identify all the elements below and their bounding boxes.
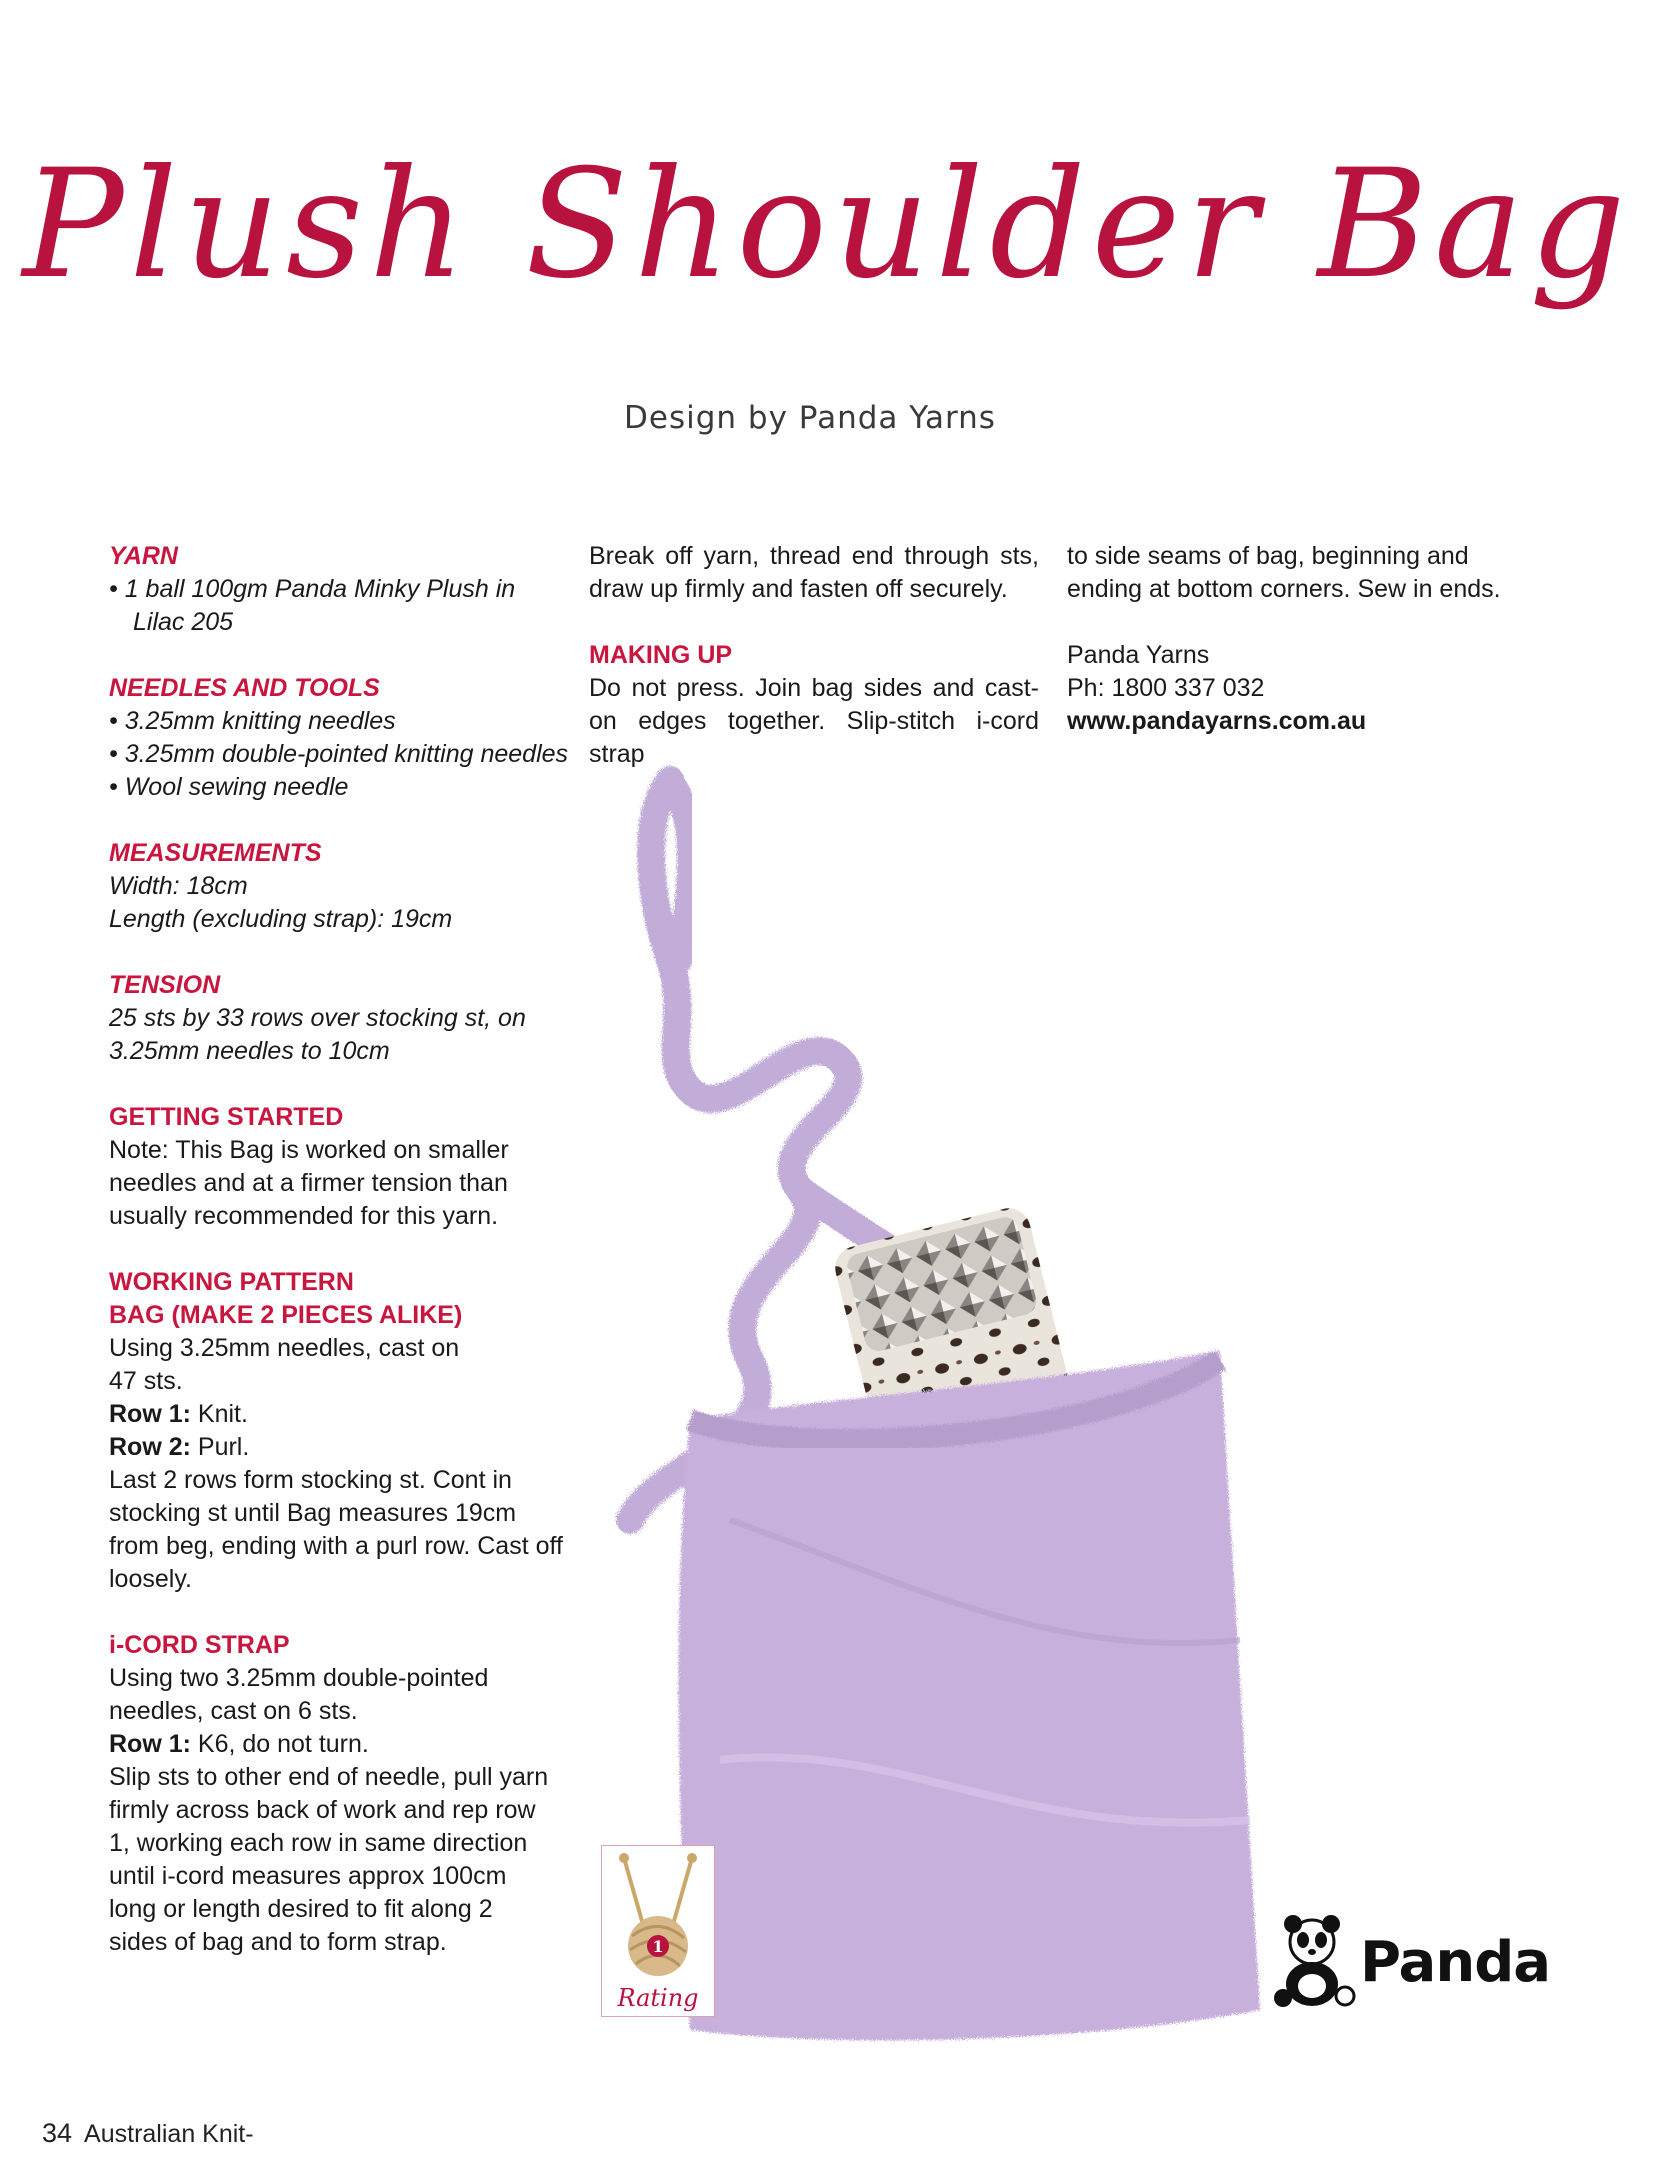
panda-logo	[1265, 1910, 1551, 2010]
finish-text: Break off yarn, thread end through sts, draw up firmly and fasten off securely.	[589, 542, 1039, 603]
tension-heading: TENSION	[109, 971, 221, 999]
needles-item: • 3.25mm double-pointed knitting needles	[109, 740, 569, 768]
byline: Design by Panda Yarns	[624, 400, 996, 436]
contact-name: Panda Yarns	[1067, 641, 1210, 669]
contact-phone: Ph: 1800 337 032	[1067, 674, 1265, 702]
page-number: 34	[42, 2118, 73, 2148]
rating-number: 1	[652, 1937, 664, 1956]
yarn-item: • 1 ball 100gm Panda Minky Plush in Lilac 205	[109, 575, 516, 636]
bag-intro: Using 3.25mm needles, cast on	[109, 1334, 460, 1362]
icord-intro: Using two 3.25mm double-pointed needles, cast on 6 sts.	[109, 1664, 489, 1725]
getting-started-heading: GETTING STARTED	[109, 1103, 344, 1131]
making-up-text: Do not press. Join bag sides and cast-on edges together. Slip-stitch i-cord strap	[589, 674, 1039, 768]
column-left	[109, 540, 569, 1959]
bag-row-1: Row 1: Knit.	[109, 1400, 248, 1428]
bag-instructions: Last 2 rows form stocking st. Cont in stocking st until Bag measures 19cm from beg, ending with a purl row. Cast off loosely.	[109, 1466, 563, 1593]
rating-label: Rating	[617, 1984, 699, 2012]
icord-row-1: Row 1: K6, do not turn.	[109, 1730, 369, 1758]
measurement-width: Width: 18cm	[109, 872, 248, 900]
difficulty-rating-badge	[601, 1845, 715, 2017]
measurements-heading: MEASUREMENTS	[109, 839, 322, 867]
yarn-heading: YARN	[109, 542, 178, 570]
needles-item: • 3.25mm knitting needles	[109, 707, 396, 735]
tension-text: 25 sts by 33 rows over stocking st, on 3.25mm needles to 10cm	[109, 1004, 526, 1065]
needles-item: • Wool sewing needle	[109, 773, 349, 801]
needles-heading: NEEDLES AND TOOLS	[109, 674, 380, 702]
logo-text: Panda	[1360, 1930, 1551, 1995]
publication-name: Australian Knit-	[84, 2120, 254, 2148]
icord-heading: i-CORD STRAP	[109, 1631, 290, 1659]
contact-web: www.pandayarns.com.au	[1067, 707, 1367, 735]
page-footer	[42, 2118, 254, 2149]
page-title: Plush Shoulder Bag	[22, 138, 1632, 312]
yarn-ball-icon	[602, 1846, 714, 2016]
column-middle	[589, 540, 1039, 771]
working-pattern-heading: WORKING PATTERN	[109, 1268, 354, 1296]
getting-started-note: Note: This Bag is worked on smaller needles and at a firmer tension than usually recommended for this yarn.	[109, 1136, 509, 1230]
bag-intro-sts: 47 sts.	[109, 1367, 183, 1395]
panda-icon	[1265, 1910, 1360, 2010]
column-right	[1067, 540, 1567, 738]
making-up-heading: MAKING UP	[589, 641, 733, 669]
bag-subheading: BAG (MAKE 2 PIECES ALIKE)	[109, 1301, 463, 1329]
bag-row-2: Row 2: Purl.	[109, 1433, 250, 1461]
continuation-text: to side seams of bag, beginning and ending at bottom corners. Sew in ends.	[1067, 542, 1501, 603]
icord-instructions: Slip sts to other end of needle, pull yarn firmly across back of work and rep row 1, working each row in same direction until i-cord measures approx 100cm long or length desired to fit along 2 sides of bag and to form strap.	[109, 1763, 549, 1956]
measurement-length: Length (excluding strap): 19cm	[109, 905, 453, 933]
